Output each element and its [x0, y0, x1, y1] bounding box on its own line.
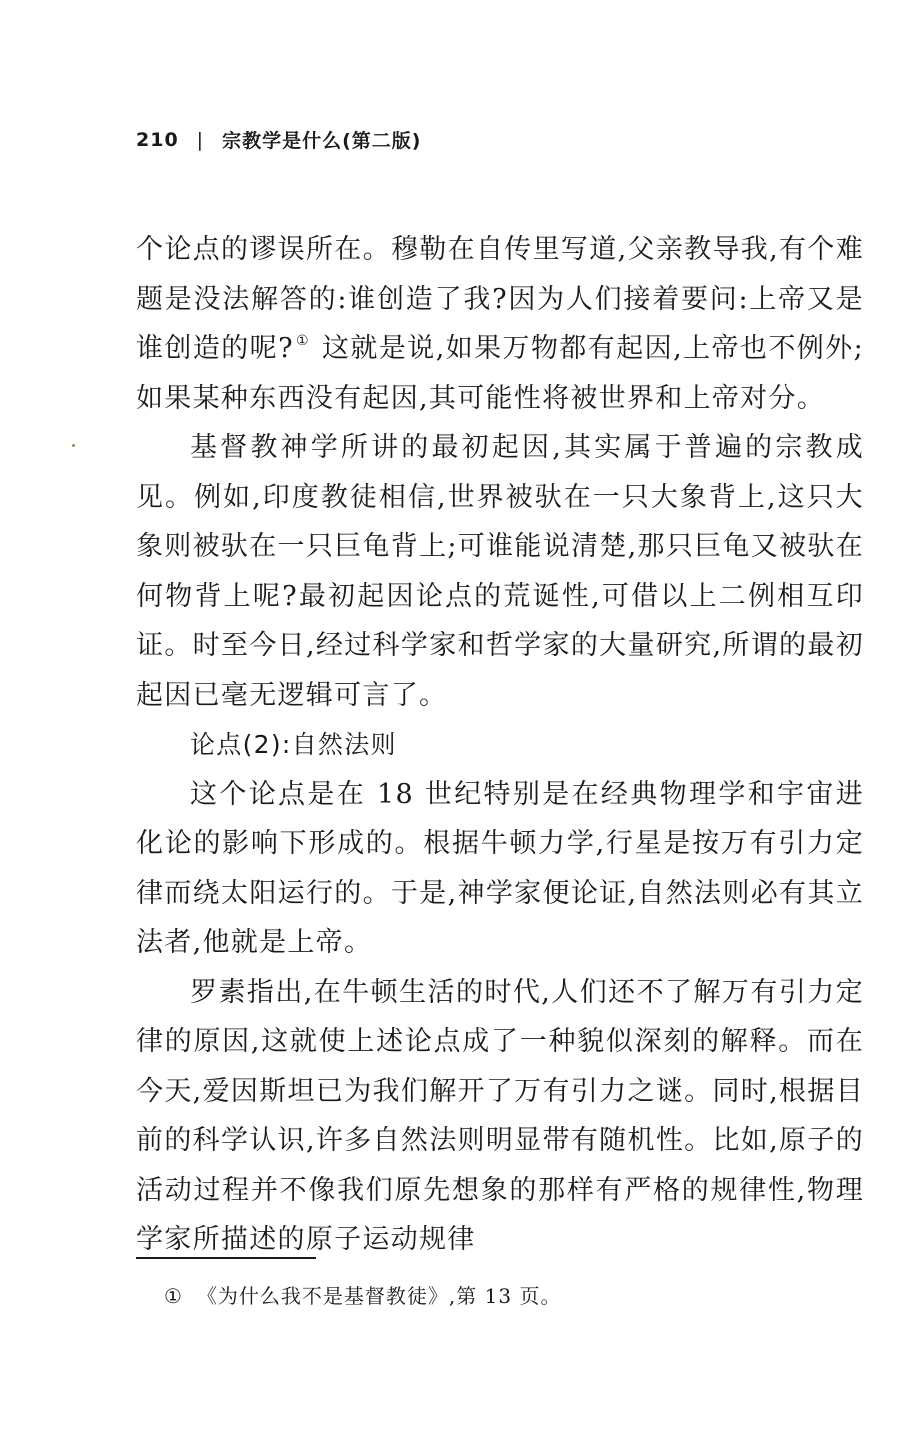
paragraph-3: 这个论点是在 18 世纪特别是在经典物理学和宇宙进化论的影响下形成的。根据牛顿力学,行星是按万有引力定律而绕太阳运行的。于是,神学家便论证,自然法则必有其立法者,他就是上帝。 — [136, 778, 864, 958]
footnote-text: 《为什么我不是基督教徒》,第 13 页。 — [196, 1284, 562, 1308]
paragraph-1-continuation: 这就是说,如果万物都有起因,上帝也不例外;如果某种东西没有起因,其可能性将被世界和上帝对分。 — [136, 333, 864, 414]
paragraph-continued — [136, 225, 864, 423]
footnote — [164, 1280, 561, 1309]
paragraph-2: 基督教神学所讲的最初起因,其实属于普遍的宗教成见。例如,印度教徒相信,世界被驮在一只大象背上,这只大象则被驮在一只巨龟背上;可谁能说清楚,那只巨龟又被驮在何物背上呢?最初起因论点的荒诞性,可借以上二例相互印证。时至今日,经过科学家和哲学家的大量研究,所谓的最初起因已毫无逻辑可言了。 — [136, 432, 864, 711]
footnote-mark: ① — [164, 1284, 183, 1308]
page-number: 210 — [136, 128, 179, 151]
paragraph-1-text: 个论点的谬误所在。穆勒在自传里写道,父亲教导我,有个难题是没法解答的:谁创造了我?因为人们接着要问:上帝又是谁创造的呢? — [136, 234, 864, 364]
book-title: 宗教学是什么(第二版) — [222, 130, 422, 152]
footnote-reference[interactable]: ① — [295, 333, 310, 349]
section-heading: 论点(2):自然法则 — [190, 730, 397, 759]
footnote-divider — [136, 1257, 316, 1259]
header-separator: | — [196, 128, 205, 151]
speck-mark — [72, 444, 75, 447]
running-head — [136, 126, 421, 153]
body-text — [136, 225, 864, 1265]
paragraph-4: 罗素指出,在牛顿生活的时代,人们还不了解万有引力定律的原因,这就使上述论点成了一种貌似深刻的解释。而在今天,爱因斯坦已为我们解开了万有引力之谜。同时,根据目前的科学认识,许多自然法则明显带有随机性。比如,原子的活动过程并不像我们原先想象的那样有严格的规律性,物理学家所描述的原子运动规律 — [136, 976, 864, 1255]
